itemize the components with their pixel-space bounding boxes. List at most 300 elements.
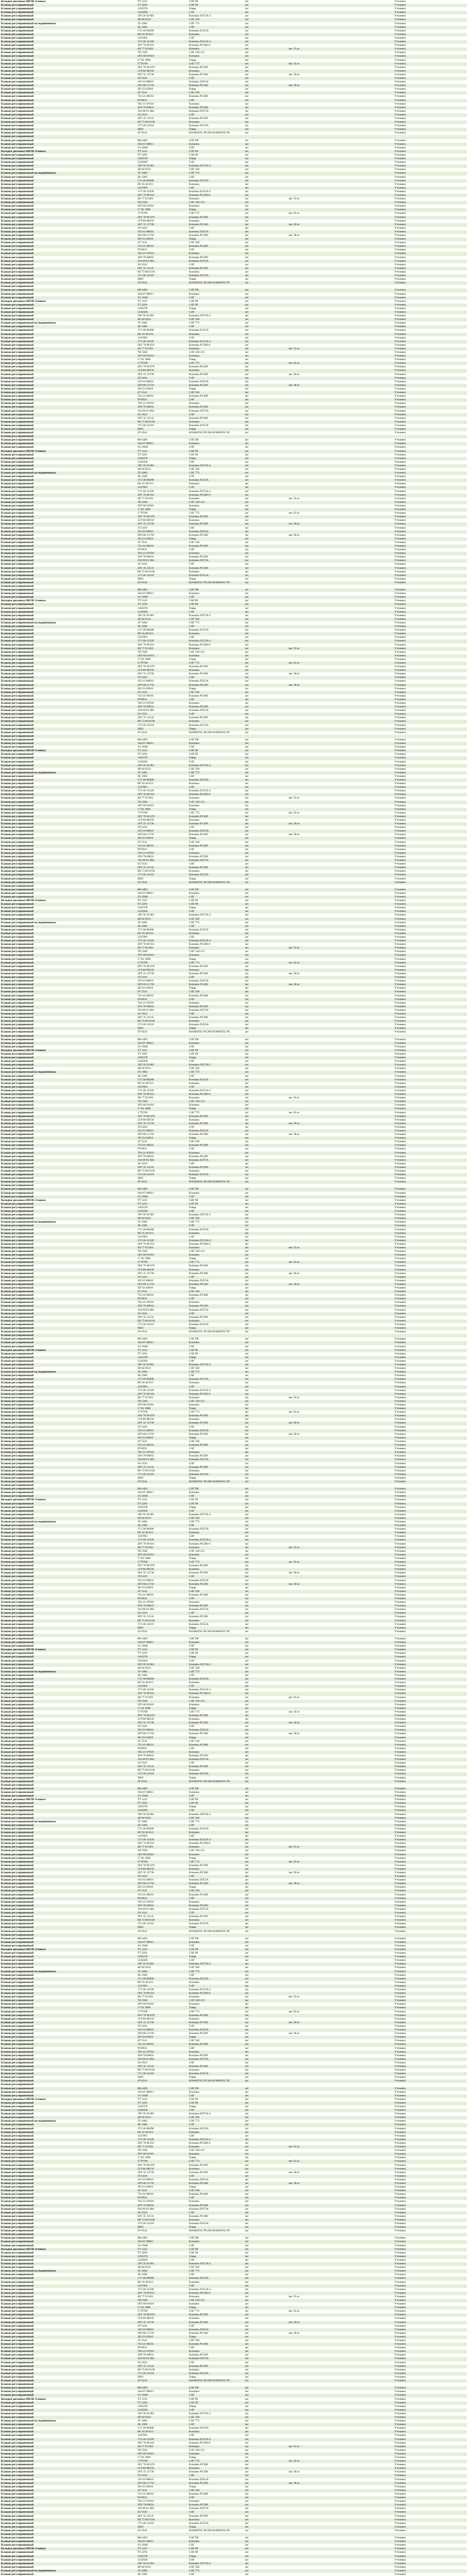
part-name-cell: Клапан регулировочный [0, 1831, 136, 1835]
price-cell [332, 1791, 393, 1794]
table-row [0, 2185, 467, 2189]
availability-status-cell: Уточнять [393, 829, 467, 833]
price-cell [332, 2018, 393, 2021]
machine-brand-cell: CAT 120-121 [189, 2149, 205, 2153]
price-cell [332, 1020, 393, 1023]
part-number-cell: 20Y-60-11710 [136, 983, 188, 987]
part-number-cell: 175-30-12320 [136, 1239, 188, 1243]
table-row [0, 1403, 467, 1407]
part-name-cell: Клапан регулировочный [0, 1926, 136, 1929]
table-row [0, 1023, 467, 1027]
quantity-note-cell [288, 1754, 332, 1758]
machine-brand-cell: KOMATSU PC200 KOMATSU PC [188, 281, 244, 285]
table-row [0, 1144, 467, 1147]
unit-cell: шт [244, 1195, 288, 1199]
table-row [0, 1199, 467, 1202]
part-number-cell: 3Т-1002 [136, 2269, 188, 2273]
quantity-note-cell [288, 1385, 332, 1389]
quantity-note-cell [288, 252, 332, 256]
quantity-note-cell [288, 713, 332, 716]
availability-status-cell: Уточнять [394, 44, 406, 47]
part-number-cell: 7Н 5582 [137, 1549, 148, 1553]
price-cell [332, 2218, 393, 2222]
table-row [0, 420, 467, 424]
table-row [0, 1228, 467, 1232]
quantity-note-cell [288, 2167, 332, 2171]
table-row [0, 625, 467, 629]
part-name-cell: Клапан регулировочный [0, 1780, 136, 1784]
quantity-note-cell [288, 1524, 332, 1528]
table-row [0, 775, 467, 778]
part-name-cell: Клапан регулировочный [1, 1272, 34, 1275]
machine-brand-cell: CAT [188, 99, 244, 103]
table-row [0, 990, 467, 994]
availability-status-cell: Уточнять [394, 2003, 406, 2006]
part-number-cell: TT 1221 [137, 299, 148, 303]
part-number-cell: 19F 50 50 001 [137, 2112, 154, 2116]
part-name-cell: Клапан регулировочный [0, 2175, 136, 2178]
machine-brand-cell: Komatsu D155A [188, 1378, 244, 1381]
part-name-cell: Клапан регулировочный [0, 815, 136, 819]
availability-status-cell: Уточнять [394, 212, 406, 215]
machine-brand-cell: Товар [189, 957, 196, 961]
unit-cell: шт [245, 270, 249, 274]
machine-brand-cell: Komatsu D375A [189, 1308, 209, 1312]
table-row [0, 2058, 467, 2061]
quantity-note-cell [288, 1776, 332, 1780]
table-row [0, 1319, 467, 1323]
unit-cell: шт [244, 1122, 288, 1126]
unit-cell: шт [244, 1787, 288, 1791]
availability-status-cell: Уточнять [394, 1900, 406, 1904]
table-row [0, 735, 467, 738]
machine-brand-cell: Товар [188, 808, 244, 811]
unit-cell: шт [244, 852, 288, 855]
part-number-cell: 17 82 1800 [136, 2006, 188, 2010]
machine-brand-cell [188, 435, 244, 438]
quantity-note-cell [288, 95, 332, 98]
quantity-note-cell [288, 1791, 332, 1794]
part-number-cell: 1245826 [136, 1809, 188, 1812]
part-number-cell: 175-30-00490 [137, 329, 154, 332]
part-number-cell: 20Y-70-00011 [137, 1155, 154, 1158]
part-number-cell: 175-30-12210 [137, 1622, 154, 1626]
table-row [0, 1056, 467, 1060]
availability-status-cell: Уточнять [393, 1919, 467, 1922]
part-number-cell: 1779769 [137, 811, 148, 815]
unit-cell: шт [244, 1159, 288, 1162]
machine-brand-cell: Komatsu D355A [189, 2178, 209, 2181]
part-name-cell: Клапан регулировочный [0, 691, 136, 694]
price-cell [332, 1922, 393, 1926]
quantity-note-cell [288, 1977, 332, 1981]
table-row [0, 1999, 467, 2003]
machine-brand-cell: CAT [189, 636, 195, 639]
machine-brand-cell: KOMATSU PC200 KOMATSU PC [189, 731, 231, 734]
machine-brand-cell: Komatsu [189, 1301, 200, 1304]
part-number-cell: 4Т 5541 [137, 1140, 147, 1144]
availability-status-cell: Уточнять [394, 840, 406, 844]
part-number-cell: 20Y-70-00011 [137, 256, 154, 259]
availability-status-cell: Уточнять [393, 62, 467, 66]
part-number-cell: 1U-2948 [136, 1195, 188, 1199]
availability-status-cell: Уточнять [393, 1992, 467, 1995]
part-name-cell: Клапан регулировочный [1, 1769, 34, 1772]
unit-cell: шт [245, 782, 249, 786]
machine-brand-cell: Товар [189, 2156, 196, 2160]
availability-status-cell: Уточнять [393, 2131, 467, 2134]
availability-status-cell: Уточнять [394, 533, 406, 537]
quantity-note-cell [288, 1184, 332, 1188]
table-row [0, 599, 467, 603]
part-name-cell: Клапан регулировочный [1, 709, 34, 713]
availability-status-cell: Уточнять [394, 1198, 406, 1202]
table-row [0, 2167, 467, 2171]
part-number-cell: TT 2291 [136, 603, 188, 606]
availability-status-cell: Уточнять [394, 760, 406, 764]
price-cell [332, 377, 393, 380]
quantity-note-cell [288, 1301, 332, 1304]
part-number-cell: TT 1221 [137, 1198, 148, 1202]
part-number-cell: 20Y 70 00 070 [137, 2163, 155, 2167]
part-number-cell: 9T-0931 [136, 998, 188, 1002]
quantity-note-cell [288, 508, 332, 512]
availability-status-cell: Уточнять [393, 1721, 467, 1725]
machine-brand-cell: Komatsu PC300 [189, 1315, 208, 1319]
table-row [0, 588, 467, 592]
part-number-cell: 175-30-12210 [137, 723, 154, 727]
machine-brand-cell: Komatsu PC300 [189, 972, 208, 975]
machine-brand-cell: Komatsu D155A-2 [189, 1089, 211, 1092]
unit-cell: шт [245, 1769, 249, 1772]
availability-status-cell: Уточнять [394, 117, 406, 120]
price-cell [332, 373, 393, 377]
unit-cell: шт [245, 1367, 249, 1370]
unit-cell [244, 285, 288, 289]
availability-status-cell: Уточнять [394, 1359, 406, 1363]
machine-brand-cell: Komatsu PC200 [188, 1304, 244, 1308]
unit-cell: шт [244, 727, 288, 731]
availability-status-cell: Уточнять [393, 77, 467, 80]
table-row [0, 1926, 467, 1929]
price-cell [332, 694, 393, 698]
price-cell [332, 2054, 393, 2058]
price-cell [332, 1619, 393, 1623]
quantity-note-cell [288, 1360, 332, 1363]
table-row [0, 2021, 467, 2025]
price-cell [332, 1550, 393, 1553]
table-row [0, 2189, 467, 2193]
unit-cell: шт [244, 150, 288, 154]
part-name-cell: Клапан регулировочный [0, 1692, 136, 1696]
table-row [0, 274, 467, 278]
unit-cell: шт [244, 1809, 288, 1812]
price-cell [332, 1096, 393, 1100]
availability-status-cell: Уточнять [394, 512, 406, 515]
availability-status-cell: Уточнять [394, 526, 406, 530]
part-name-cell: Клапан регулировочный [0, 1824, 136, 1827]
availability-status-cell: Уточнять [393, 2065, 467, 2069]
availability-status-cell: Уточнять [393, 684, 467, 687]
availability-status-cell: Уточнять [393, 2043, 467, 2046]
part-number-cell: 4D 77 03 001 [136, 1845, 188, 1849]
availability-status-cell: Уточнять [394, 182, 406, 186]
machine-brand-cell: Komatsu [189, 2090, 200, 2094]
price-cell [332, 815, 393, 819]
availability-status-cell: Уточнять [394, 307, 406, 310]
machine-brand-cell: Komatsu [189, 592, 200, 596]
availability-status-cell: Уточнять [394, 489, 406, 493]
quantity-note-cell [288, 238, 332, 241]
quantity-note-cell [288, 1199, 332, 1202]
part-name-cell: Клапан регулировочный [0, 1173, 136, 1177]
availability-status-cell: Уточнять [394, 1221, 406, 1224]
quantity-note-cell [288, 1645, 332, 1648]
machine-brand-cell: Komatsu PC200-6 [189, 1542, 211, 1546]
machine-brand-cell: Komatsu D155A-2 [188, 639, 244, 643]
unit-cell: шт [245, 460, 249, 464]
availability-status-cell: Уточнять [394, 423, 406, 427]
price-cell [332, 1959, 393, 1962]
table-row [0, 190, 467, 194]
part-name-cell: Клапан регулировочный [1, 2069, 34, 2072]
part-number-cell: 21T-60-08150 [137, 1718, 154, 1721]
machine-brand-cell: CAT [188, 596, 244, 599]
table-row [0, 1564, 467, 1568]
quantity-note-cell [288, 862, 332, 866]
price-cell [332, 1601, 393, 1604]
unit-cell: шт [245, 650, 249, 654]
machine-brand-cell: Komatsu D155A [189, 1023, 209, 1027]
part-name-cell: Клапан регулировочный [0, 1020, 136, 1023]
unit-cell: шт [245, 2069, 249, 2072]
part-number-cell: 4D 84 9521 [137, 468, 151, 471]
availability-status-cell: Уточнять [394, 2207, 406, 2211]
availability-status-cell: Уточнять [393, 2116, 467, 2120]
machine-brand-cell: CAT 320 [189, 1666, 200, 1670]
quantity-note-cell [288, 877, 332, 881]
part-name-cell: Клапан регулировочный [0, 1290, 136, 1294]
table-row [0, 822, 467, 826]
price-cell [332, 588, 393, 592]
price-cell [332, 1444, 393, 1447]
part-name-cell: Клапан регулировочный [0, 1063, 136, 1067]
table-row [0, 157, 467, 161]
availability-status-cell: Уточнять [393, 1860, 467, 1864]
machine-brand-cell: Товар [188, 208, 244, 212]
table-row [0, 62, 467, 66]
machine-brand-cell: Komatsu [188, 420, 244, 424]
price-cell [332, 1645, 393, 1648]
availability-status-cell: Уточнять [394, 1827, 406, 1831]
availability-status-cell: Уточнять [393, 1297, 467, 1301]
unit-cell: шт [245, 1374, 249, 1378]
table-row [0, 570, 467, 574]
availability-status-cell: Уточнять [394, 1388, 406, 1392]
availability-status-cell: Уточнять [394, 555, 406, 559]
unit-cell: шт [245, 2214, 249, 2218]
part-name-cell: Клапан регулировочный [1, 548, 34, 552]
table-row [0, 1411, 467, 1414]
unit-cell: шт [244, 1012, 288, 1016]
part-number-cell: 17 82 1800 [137, 358, 151, 362]
availability-status-cell: Уточнять [393, 281, 467, 285]
machine-brand-cell: CAT D8 [188, 588, 244, 592]
price-cell [332, 417, 393, 420]
table-row [0, 829, 467, 833]
availability-status-cell: Уточнять [394, 1952, 406, 1955]
quantity-note-cell [288, 2233, 332, 2236]
part-name-cell: Клапан регулировочный [0, 829, 136, 833]
table-row [0, 442, 467, 446]
availability-status-cell: Уточнять [393, 1195, 467, 1199]
price-cell [332, 1005, 393, 1009]
part-name-cell: Клапан регулировочный [1, 343, 34, 347]
part-number-cell: 19F 50 50 001 [137, 1513, 154, 1516]
availability-status-cell: Уточнять [394, 1315, 406, 1319]
quantity-note-cell [288, 1985, 332, 1988]
availability-status-cell [393, 885, 467, 888]
availability-status-cell: Уточнять [394, 899, 406, 903]
price-cell [332, 1538, 393, 1542]
machine-brand-cell: Komatsu D375A-5 [188, 1363, 244, 1367]
availability-status-cell: Уточнять [394, 1754, 406, 1757]
table-row [0, 260, 467, 263]
machine-brand-cell: CAT 773 [188, 1970, 244, 1974]
table-row [0, 1447, 467, 1451]
price-cell [332, 574, 393, 578]
table-row [0, 2098, 467, 2102]
part-number-cell: 104-07-00011 [136, 143, 188, 146]
price-cell [332, 870, 393, 873]
table-row [0, 2222, 467, 2226]
machine-brand-cell: Komatsu [189, 2280, 200, 2284]
quantity-note-cell [288, 1221, 332, 1224]
availability-status-cell [393, 735, 467, 738]
part-number-cell: 3D-55-03010 [137, 88, 153, 91]
quantity-note-cell [288, 1728, 332, 1732]
unit-cell: шт [244, 2087, 288, 2091]
quantity-note-cell [288, 260, 332, 263]
table-row [0, 1414, 467, 1418]
quantity-note-cell [288, 1429, 332, 1433]
machine-brand-cell: Komatsu PC300 [188, 522, 244, 526]
availability-status-cell: Уточнять [394, 2024, 406, 2028]
availability-status-cell: Уточнять [394, 109, 406, 113]
part-number-cell: 1U-2948 [137, 446, 148, 449]
part-number-cell: 175-30-12320 [136, 340, 188, 344]
machine-brand-cell: CAT [188, 998, 244, 1002]
machine-brand-cell: CAT 320 [189, 1966, 200, 1970]
unit-cell: шт [245, 1571, 249, 1575]
availability-status-cell: Уточнять [394, 1118, 406, 1122]
availability-status-cell: Уточнять [394, 1213, 406, 1217]
part-name-cell: Клапан регулировочный [0, 756, 136, 760]
price-cell [332, 2145, 393, 2149]
table-row [0, 676, 467, 680]
part-name-cell: Клапан регулировочный [0, 1641, 136, 1645]
unit-cell: шт [245, 1045, 249, 1048]
part-name-cell: Клапан регулировочный [1, 1030, 34, 1034]
unit-cell: шт [244, 1736, 288, 1740]
part-name-cell: Клапан регулировочный [0, 62, 136, 66]
table-row [0, 2229, 467, 2233]
quantity-note-cell [288, 548, 332, 552]
availability-status-cell: Уточнять [394, 1155, 406, 1158]
part-name-cell: Клапан регулировочный [1, 563, 34, 566]
table-row [0, 1721, 467, 1725]
price-cell [332, 1279, 393, 1283]
unit-cell: шт [245, 263, 249, 266]
availability-status-cell: Уточнять [394, 1995, 406, 1999]
price-cell [332, 1184, 393, 1188]
price-cell [332, 771, 393, 775]
quantity-note-cell [288, 11, 332, 14]
machine-brand-cell: Товар [189, 1856, 196, 1860]
unit-cell: шт [244, 1400, 288, 1403]
price-cell [332, 263, 393, 267]
machine-brand-cell: CAT D8 [189, 1337, 199, 1341]
part-name-cell: Клапан регулировочный [1, 2258, 34, 2262]
part-name-cell: Клапан регулировочный [0, 1677, 136, 1681]
unit-cell: шт [245, 921, 249, 924]
part-name-cell: Клапан регулировочный [0, 1436, 136, 1440]
machine-brand-cell: Товар [188, 1655, 244, 1659]
quantity-note-cell [288, 1948, 332, 1952]
machine-brand-cell: Товар [188, 537, 244, 541]
part-name-cell: Клапан регулировочный [1, 182, 34, 186]
price-cell [332, 1151, 393, 1155]
table-row [0, 208, 467, 212]
part-number-cell: 1245826 [136, 1210, 188, 1213]
unit-cell: шт [245, 387, 249, 391]
price-cell [332, 1974, 393, 1977]
part-name-cell: Клапан регулировочный [0, 895, 136, 899]
unit-cell: шт [244, 2189, 288, 2193]
availability-status-cell: Уточнять [393, 990, 467, 994]
unit-cell: шт [245, 2134, 249, 2138]
price-cell [332, 354, 393, 358]
table-row [0, 1429, 467, 1433]
machine-brand-cell: CAT [188, 910, 244, 913]
quantity-note-cell [288, 888, 332, 892]
machine-brand-cell: CAT [188, 2175, 244, 2178]
quantity-note-cell [288, 446, 332, 449]
unit-cell: шт [245, 1645, 249, 1648]
machine-brand-cell: CAT [188, 895, 244, 899]
table-row [0, 950, 467, 954]
availability-status-cell: Уточнять [393, 1319, 467, 1323]
table-row [0, 1337, 467, 1341]
machine-brand-cell: Komatsu [189, 1396, 200, 1399]
part-number-cell: 1247891 [136, 187, 188, 190]
price-cell [332, 1246, 393, 1250]
table-row [0, 672, 467, 676]
availability-status-cell: Уточнять [393, 1378, 467, 1381]
part-number-cell: 20Y 70 00 070 [137, 365, 155, 369]
part-name-cell: Клапан регулировочный [0, 1341, 136, 1345]
price-cell [332, 1809, 393, 1812]
quantity-note-cell [288, 1067, 332, 1071]
unit-cell: шт [244, 698, 288, 702]
price-cell [332, 545, 393, 548]
table-row [0, 906, 467, 910]
price-cell [332, 1122, 393, 1126]
unit-cell: шт [245, 709, 249, 713]
machine-brand-cell: Komatsu PC200 [188, 515, 244, 519]
part-name-cell: Клапан регулировочный [1, 453, 34, 456]
table-row [0, 1970, 467, 1974]
